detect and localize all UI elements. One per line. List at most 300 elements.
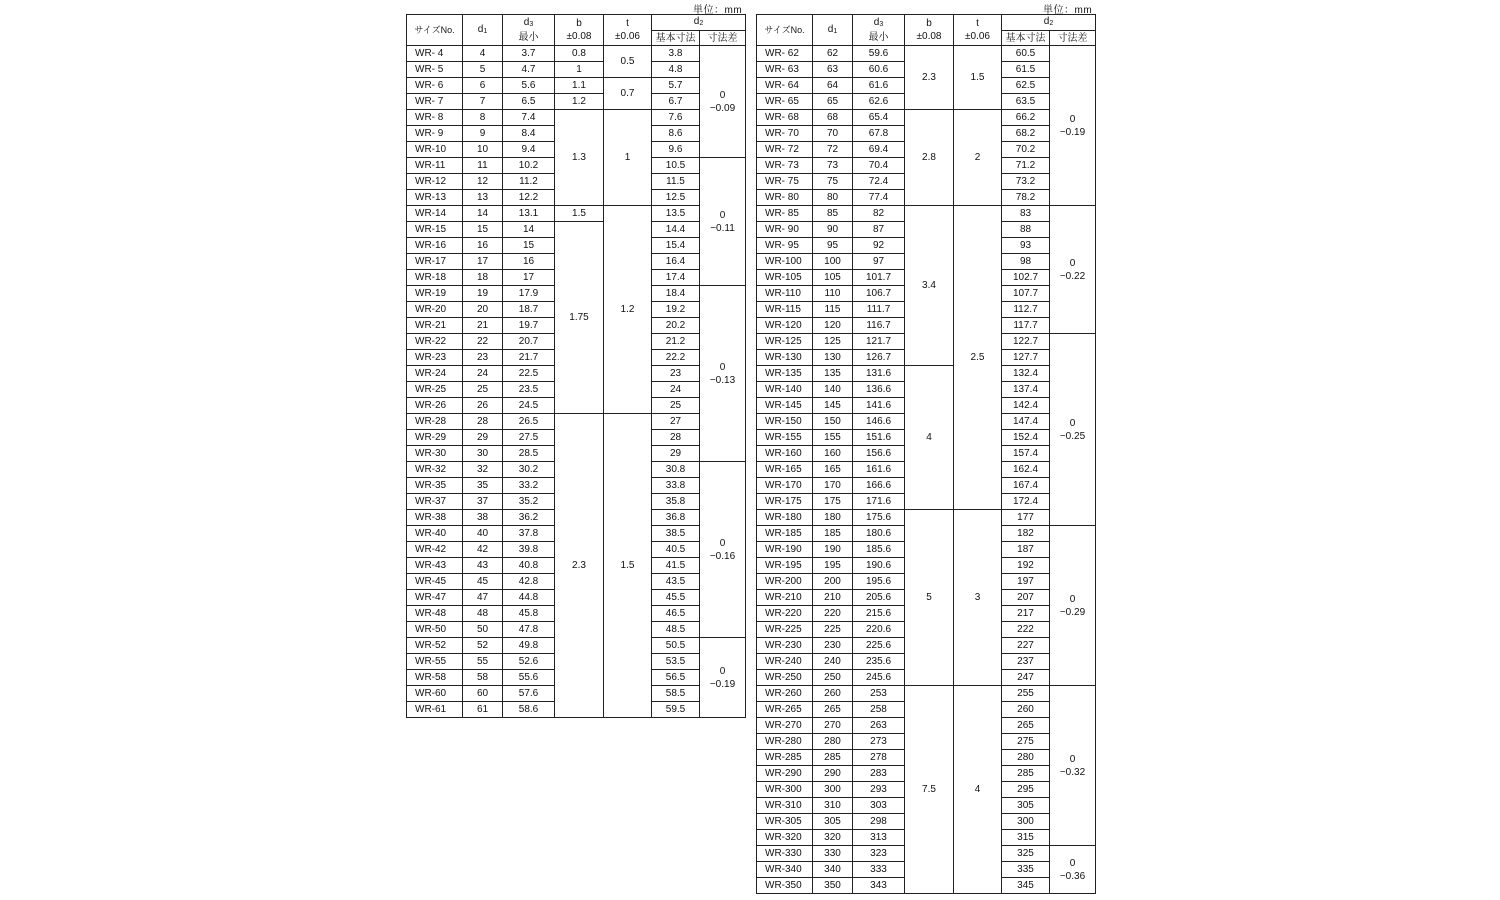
cell-d2-basic: 41.5 xyxy=(652,558,700,574)
cell-size-no: WR- 64 xyxy=(757,78,813,94)
cell-size-no: WR- 63 xyxy=(757,62,813,78)
cell-d3-min: 49.8 xyxy=(503,638,555,654)
cell-d3-min: 161.6 xyxy=(853,462,905,478)
cell-d1: 70 xyxy=(813,126,853,142)
header-t: t ±0.06 xyxy=(954,15,1002,46)
cell-d3-min: 205.6 xyxy=(853,590,905,606)
cell-d2-basic: 73.2 xyxy=(1002,174,1050,190)
table-row xyxy=(407,110,746,126)
cell-size-no: WR-32 xyxy=(407,462,463,478)
cell-d1: 285 xyxy=(813,750,853,766)
cell-d2-basic: 36.8 xyxy=(652,510,700,526)
cell-size-no: WR-42 xyxy=(407,542,463,558)
cell-d1: 310 xyxy=(813,798,853,814)
cell-d1: 14 xyxy=(463,206,503,222)
cell-d1: 330 xyxy=(813,846,853,862)
cell-d3-min: 87 xyxy=(853,222,905,238)
cell-d2-basic: 122.7 xyxy=(1002,334,1050,350)
cell-d1: 32 xyxy=(463,462,503,478)
cell-t: 3 xyxy=(954,510,1002,686)
cell-d1: 195 xyxy=(813,558,853,574)
tolerance-lower: −0.29 xyxy=(1059,606,1086,618)
header-d2-basic: 基本寸法 xyxy=(1002,31,1050,46)
cell-d2-basic: 18.4 xyxy=(652,286,700,302)
tolerance-upper: 0 xyxy=(719,361,726,373)
cell-d2-basic: 7.6 xyxy=(652,110,700,126)
cell-d2-basic: 132.4 xyxy=(1002,366,1050,382)
cell-t: 1.5 xyxy=(954,46,1002,110)
cell-d3-min: 69.4 xyxy=(853,142,905,158)
cell-d1: 95 xyxy=(813,238,853,254)
cell-d1: 305 xyxy=(813,814,853,830)
cell-size-no: WR-190 xyxy=(757,542,813,558)
cell-d1: 145 xyxy=(813,398,853,414)
cell-d3-min: 39.8 xyxy=(503,542,555,558)
cell-d2-basic: 25 xyxy=(652,398,700,414)
cell-size-no: WR-45 xyxy=(407,574,463,590)
cell-d1: 10 xyxy=(463,142,503,158)
cell-d1: 265 xyxy=(813,702,853,718)
cell-size-no: WR-23 xyxy=(407,350,463,366)
cell-t: 2.5 xyxy=(954,206,1002,510)
cell-d2-basic: 28 xyxy=(652,430,700,446)
cell-d2-basic: 275 xyxy=(1002,734,1050,750)
cell-size-no: WR-155 xyxy=(757,430,813,446)
cell-size-no: WR-260 xyxy=(757,686,813,702)
cell-size-no: WR-29 xyxy=(407,430,463,446)
cell-d2-basic: 227 xyxy=(1002,638,1050,654)
cell-d3-min: 283 xyxy=(853,766,905,782)
cell-size-no: WR-310 xyxy=(757,798,813,814)
cell-d1: 125 xyxy=(813,334,853,350)
cell-d3-min: 171.6 xyxy=(853,494,905,510)
cell-d1: 270 xyxy=(813,718,853,734)
cell-d2-basic: 280 xyxy=(1002,750,1050,766)
cell-d2-basic: 38.5 xyxy=(652,526,700,542)
cell-d3-min: 15 xyxy=(503,238,555,254)
cell-d2-basic: 50.5 xyxy=(652,638,700,654)
cell-size-no: WR-280 xyxy=(757,734,813,750)
cell-t: 0.7 xyxy=(604,78,652,110)
cell-d3-min: 62.6 xyxy=(853,94,905,110)
cell-d2-basic: 117.7 xyxy=(1002,318,1050,334)
cell-d3-min: 220.6 xyxy=(853,622,905,638)
cell-d2-basic: 182 xyxy=(1002,526,1050,542)
cell-d1: 28 xyxy=(463,414,503,430)
header-d2-tolerance: 寸法差 xyxy=(1050,31,1096,46)
cell-d2-tolerance xyxy=(700,46,746,158)
cell-d1: 225 xyxy=(813,622,853,638)
cell-d3-min: 12.2 xyxy=(503,190,555,206)
cell-size-no: WR- 80 xyxy=(757,190,813,206)
cell-size-no: WR- 6 xyxy=(407,78,463,94)
cell-d3-min: 253 xyxy=(853,686,905,702)
cell-d2-basic: 137.4 xyxy=(1002,382,1050,398)
cell-size-no: WR-40 xyxy=(407,526,463,542)
cell-t: 0.5 xyxy=(604,46,652,78)
cell-d1: 43 xyxy=(463,558,503,574)
cell-size-no: WR-265 xyxy=(757,702,813,718)
cell-d3-min: 19.7 xyxy=(503,318,555,334)
cell-size-no: WR-175 xyxy=(757,494,813,510)
cell-d2-basic: 10.5 xyxy=(652,158,700,174)
cell-size-no: WR-22 xyxy=(407,334,463,350)
cell-b: 4 xyxy=(905,366,954,510)
header-t: t ±0.06 xyxy=(604,15,652,46)
cell-d2-basic: 247 xyxy=(1002,670,1050,686)
cell-size-no: WR-43 xyxy=(407,558,463,574)
cell-d3-min: 175.6 xyxy=(853,510,905,526)
cell-d3-min: 166.6 xyxy=(853,478,905,494)
cell-d2-basic: 35.8 xyxy=(652,494,700,510)
cell-d1: 68 xyxy=(813,110,853,126)
cell-d1: 47 xyxy=(463,590,503,606)
cell-d1: 38 xyxy=(463,510,503,526)
cell-d2-basic: 255 xyxy=(1002,686,1050,702)
cell-b: 1.2 xyxy=(555,94,604,110)
cell-b: 2.3 xyxy=(555,414,604,718)
cell-d1: 55 xyxy=(463,654,503,670)
cell-d2-basic: 152.4 xyxy=(1002,430,1050,446)
table-row xyxy=(407,46,746,62)
cell-d1: 150 xyxy=(813,414,853,430)
cell-d1: 160 xyxy=(813,446,853,462)
cell-d1: 52 xyxy=(463,638,503,654)
cell-size-no: WR-230 xyxy=(757,638,813,654)
header-d2: $d_2$ xyxy=(1002,15,1096,31)
cell-size-no: WR-17 xyxy=(407,254,463,270)
cell-d2-basic: 11.5 xyxy=(652,174,700,190)
cell-d3-min: 180.6 xyxy=(853,526,905,542)
cell-d3-min: 141.6 xyxy=(853,398,905,414)
cell-d3-min: 36.2 xyxy=(503,510,555,526)
cell-size-no: WR-26 xyxy=(407,398,463,414)
cell-d1: 24 xyxy=(463,366,503,382)
cell-d3-min: 273 xyxy=(853,734,905,750)
header-d3: $d_3$ 最小 xyxy=(503,15,555,46)
cell-d3-min: 10.2 xyxy=(503,158,555,174)
cell-d2-tolerance xyxy=(700,638,746,718)
cell-d2-basic: 12.5 xyxy=(652,190,700,206)
cell-d2-basic: 300 xyxy=(1002,814,1050,830)
cell-d2-basic: 3.8 xyxy=(652,46,700,62)
cell-d1: 35 xyxy=(463,478,503,494)
cell-d2-basic: 217 xyxy=(1002,606,1050,622)
cell-d2-basic: 68.2 xyxy=(1002,126,1050,142)
cell-d3-min: 47.8 xyxy=(503,622,555,638)
cell-d3-min: 313 xyxy=(853,830,905,846)
cell-b: 0.8 xyxy=(555,46,604,62)
cell-d2-basic: 48.5 xyxy=(652,622,700,638)
cell-d3-min: 136.6 xyxy=(853,382,905,398)
cell-d2-basic: 15.4 xyxy=(652,238,700,254)
cell-d1: 73 xyxy=(813,158,853,174)
cell-d1: 60 xyxy=(463,686,503,702)
cell-d3-min: 58.6 xyxy=(503,702,555,718)
cell-size-no: WR-48 xyxy=(407,606,463,622)
cell-d3-min: 11.2 xyxy=(503,174,555,190)
cell-t: 1 xyxy=(604,110,652,206)
cell-size-no: WR-160 xyxy=(757,446,813,462)
cell-b: 7.5 xyxy=(905,686,954,894)
tolerance-upper: 0 xyxy=(1069,113,1076,125)
cell-d2-basic: 127.7 xyxy=(1002,350,1050,366)
cell-d2-basic: 20.2 xyxy=(652,318,700,334)
tolerance-upper: 0 xyxy=(1069,417,1076,429)
cell-d3-min: 55.6 xyxy=(503,670,555,686)
cell-d1: 72 xyxy=(813,142,853,158)
cell-d1: 13 xyxy=(463,190,503,206)
tolerance-lower: −0.16 xyxy=(709,550,736,562)
cell-d1: 180 xyxy=(813,510,853,526)
cell-size-no: WR- 68 xyxy=(757,110,813,126)
cell-size-no: WR-24 xyxy=(407,366,463,382)
cell-size-no: WR-180 xyxy=(757,510,813,526)
cell-d2-basic: 59.5 xyxy=(652,702,700,718)
cell-d3-min: 126.7 xyxy=(853,350,905,366)
cell-d2-basic: 112.7 xyxy=(1002,302,1050,318)
cell-d2-tolerance xyxy=(1050,206,1096,334)
cell-d3-min: 97 xyxy=(853,254,905,270)
cell-size-no: WR- 9 xyxy=(407,126,463,142)
cell-size-no: WR-35 xyxy=(407,478,463,494)
cell-d1: 170 xyxy=(813,478,853,494)
cell-d1: 105 xyxy=(813,270,853,286)
spec-table-left-body xyxy=(407,46,746,718)
cell-size-no: WR-300 xyxy=(757,782,813,798)
cell-d1: 100 xyxy=(813,254,853,270)
unit-label-left: 単位：mm xyxy=(693,5,743,16)
cell-d1: 340 xyxy=(813,862,853,878)
cell-d2-basic: 29 xyxy=(652,446,700,462)
cell-d2-tolerance xyxy=(1050,526,1096,686)
table-row xyxy=(757,510,1096,526)
cell-size-no: WR-19 xyxy=(407,286,463,302)
cell-d2-basic: 237 xyxy=(1002,654,1050,670)
cell-d1: 6 xyxy=(463,78,503,94)
cell-d2-basic: 17.4 xyxy=(652,270,700,286)
cell-d1: 220 xyxy=(813,606,853,622)
cell-d1: 290 xyxy=(813,766,853,782)
cell-d2-tolerance xyxy=(1050,846,1096,894)
cell-d1: 115 xyxy=(813,302,853,318)
cell-d2-basic: 88 xyxy=(1002,222,1050,238)
cell-d3-min: 185.6 xyxy=(853,542,905,558)
tolerance-upper: 0 xyxy=(1069,753,1076,765)
cell-d1: 26 xyxy=(463,398,503,414)
cell-d1: 50 xyxy=(463,622,503,638)
cell-d1: 23 xyxy=(463,350,503,366)
tolerance-upper: 0 xyxy=(1069,257,1076,269)
cell-d2-basic: 187 xyxy=(1002,542,1050,558)
cell-size-no: WR-340 xyxy=(757,862,813,878)
cell-size-no: WR-20 xyxy=(407,302,463,318)
cell-d3-min: 6.5 xyxy=(503,94,555,110)
cell-d1: 9 xyxy=(463,126,503,142)
cell-d3-min: 333 xyxy=(853,862,905,878)
cell-d3-min: 7.4 xyxy=(503,110,555,126)
cell-d3-min: 57.6 xyxy=(503,686,555,702)
cell-size-no: WR-270 xyxy=(757,718,813,734)
cell-d3-min: 9.4 xyxy=(503,142,555,158)
cell-d1: 130 xyxy=(813,350,853,366)
cell-size-no: WR- 62 xyxy=(757,46,813,62)
cell-d2-basic: 260 xyxy=(1002,702,1050,718)
spec-table-right-body xyxy=(757,46,1096,894)
cell-size-no: WR- 73 xyxy=(757,158,813,174)
cell-d3-min: 72.4 xyxy=(853,174,905,190)
cell-d2-basic: 19.2 xyxy=(652,302,700,318)
cell-d1: 260 xyxy=(813,686,853,702)
table-row xyxy=(757,46,1096,62)
cell-d3-min: 33.2 xyxy=(503,478,555,494)
cell-size-no: WR-10 xyxy=(407,142,463,158)
cell-d3-min: 235.6 xyxy=(853,654,905,670)
cell-d3-min: 121.7 xyxy=(853,334,905,350)
cell-d2-basic: 27 xyxy=(652,414,700,430)
spec-table-right xyxy=(756,14,1096,894)
cell-size-no: WR- 7 xyxy=(407,94,463,110)
cell-d1: 120 xyxy=(813,318,853,334)
cell-size-no: WR-13 xyxy=(407,190,463,206)
cell-d1: 190 xyxy=(813,542,853,558)
cell-size-no: WR-225 xyxy=(757,622,813,638)
cell-d3-min: 343 xyxy=(853,878,905,894)
cell-size-no: WR-210 xyxy=(757,590,813,606)
cell-d1: 250 xyxy=(813,670,853,686)
cell-size-no: WR-37 xyxy=(407,494,463,510)
cell-d3-min: 60.6 xyxy=(853,62,905,78)
cell-d2-basic: 63.5 xyxy=(1002,94,1050,110)
cell-size-no: WR- 4 xyxy=(407,46,463,62)
cell-d3-min: 82 xyxy=(853,206,905,222)
cell-t: 4 xyxy=(954,686,1002,894)
cell-d2-basic: 9.6 xyxy=(652,142,700,158)
cell-d3-min: 21.7 xyxy=(503,350,555,366)
cell-d3-min: 215.6 xyxy=(853,606,905,622)
cell-d1: 29 xyxy=(463,430,503,446)
cell-d1: 110 xyxy=(813,286,853,302)
tolerance-lower: −0.19 xyxy=(1059,126,1086,138)
cell-d2-basic: 43.5 xyxy=(652,574,700,590)
header-size-no: サイズNo. xyxy=(757,15,813,46)
cell-b: 1.1 xyxy=(555,78,604,94)
cell-b: 1.3 xyxy=(555,110,604,206)
cell-d1: 15 xyxy=(463,222,503,238)
header-d1: $d_1$ xyxy=(813,15,853,46)
cell-d2-basic: 14.4 xyxy=(652,222,700,238)
cell-d3-min: 70.4 xyxy=(853,158,905,174)
cell-d1: 135 xyxy=(813,366,853,382)
cell-d2-basic: 192 xyxy=(1002,558,1050,574)
cell-d2-basic: 33.8 xyxy=(652,478,700,494)
cell-d3-min: 195.6 xyxy=(853,574,905,590)
cell-size-no: WR-185 xyxy=(757,526,813,542)
cell-d3-min: 263 xyxy=(853,718,905,734)
cell-d2-basic: 56.5 xyxy=(652,670,700,686)
cell-d2-basic: 107.7 xyxy=(1002,286,1050,302)
cell-size-no: WR-285 xyxy=(757,750,813,766)
cell-b: 3.4 xyxy=(905,206,954,366)
tolerance-upper: 0 xyxy=(1069,593,1076,605)
cell-t: 2 xyxy=(954,110,1002,206)
cell-size-no: WR-120 xyxy=(757,318,813,334)
cell-d2-basic: 13.5 xyxy=(652,206,700,222)
cell-d2-basic: 285 xyxy=(1002,766,1050,782)
cell-size-no: WR-130 xyxy=(757,350,813,366)
cell-size-no: WR-30 xyxy=(407,446,463,462)
cell-d3-min: 111.7 xyxy=(853,302,905,318)
cell-d1: 210 xyxy=(813,590,853,606)
cell-d2-basic: 30.8 xyxy=(652,462,700,478)
cell-size-no: WR-240 xyxy=(757,654,813,670)
cell-d3-min: 156.6 xyxy=(853,446,905,462)
cell-size-no: WR-110 xyxy=(757,286,813,302)
cell-size-no: WR-250 xyxy=(757,670,813,686)
header-d2-basic: 基本寸法 xyxy=(652,31,700,46)
cell-d1: 90 xyxy=(813,222,853,238)
table-row xyxy=(757,366,1096,382)
cell-d1: 25 xyxy=(463,382,503,398)
cell-d2-basic: 62.5 xyxy=(1002,78,1050,94)
cell-size-no: WR-115 xyxy=(757,302,813,318)
cell-d2-tolerance xyxy=(700,158,746,286)
cell-size-no: WR-38 xyxy=(407,510,463,526)
cell-d1: 185 xyxy=(813,526,853,542)
table-row xyxy=(407,222,746,238)
cell-d1: 16 xyxy=(463,238,503,254)
cell-d3-min: 67.8 xyxy=(853,126,905,142)
cell-d2-basic: 93 xyxy=(1002,238,1050,254)
cell-d2-basic: 66.2 xyxy=(1002,110,1050,126)
cell-d2-basic: 6.7 xyxy=(652,94,700,110)
unit-label-right: 単位：mm xyxy=(1043,5,1093,16)
cell-d2-basic: 5.7 xyxy=(652,78,700,94)
cell-size-no: WR-150 xyxy=(757,414,813,430)
cell-d1: 85 xyxy=(813,206,853,222)
cell-size-no: WR-55 xyxy=(407,654,463,670)
cell-d1: 22 xyxy=(463,334,503,350)
cell-b: 5 xyxy=(905,510,954,686)
cell-d3-min: 146.6 xyxy=(853,414,905,430)
cell-d3-min: 37.8 xyxy=(503,526,555,542)
tolerance-lower: −0.13 xyxy=(709,374,736,386)
cell-d2-basic: 222 xyxy=(1002,622,1050,638)
cell-d3-min: 106.7 xyxy=(853,286,905,302)
cell-d2-basic: 265 xyxy=(1002,718,1050,734)
cell-d3-min: 59.6 xyxy=(853,46,905,62)
cell-size-no: WR-220 xyxy=(757,606,813,622)
cell-d3-min: 13.1 xyxy=(503,206,555,222)
cell-d2-tolerance xyxy=(700,286,746,462)
header-d2: $d_2$ xyxy=(652,15,746,31)
cell-size-no: WR-290 xyxy=(757,766,813,782)
cell-d2-basic: 8.6 xyxy=(652,126,700,142)
cell-d3-min: 225.6 xyxy=(853,638,905,654)
cell-d2-basic: 157.4 xyxy=(1002,446,1050,462)
cell-d2-tolerance xyxy=(1050,46,1096,206)
cell-d3-min: 45.8 xyxy=(503,606,555,622)
cell-d2-basic: 83 xyxy=(1002,206,1050,222)
cell-d1: 17 xyxy=(463,254,503,270)
cell-d2-basic: 167.4 xyxy=(1002,478,1050,494)
cell-d3-min: 245.6 xyxy=(853,670,905,686)
header-b: b ±0.08 xyxy=(905,15,954,46)
tolerance-lower: −0.09 xyxy=(709,102,736,114)
cell-d3-min: 23.5 xyxy=(503,382,555,398)
cell-d3-min: 14 xyxy=(503,222,555,238)
cell-d3-min: 26.5 xyxy=(503,414,555,430)
